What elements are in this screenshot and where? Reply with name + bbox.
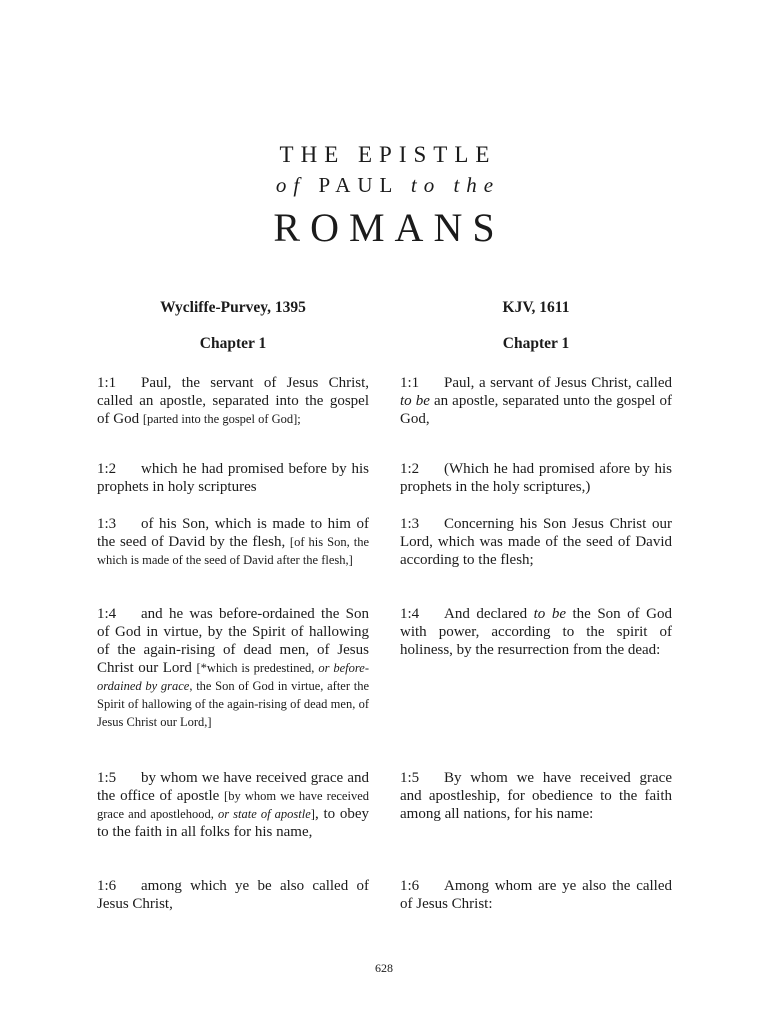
verse-number: 1:6 [400, 878, 420, 894]
left-verse-3 [97, 515, 369, 569]
title-paul: PAUL [318, 173, 399, 197]
verse-text-continued: , to obey to the faith in all folks for his name, [97, 806, 369, 840]
verse-number: 1:1 [400, 375, 420, 391]
left-verse-2 [97, 460, 369, 496]
verse-text: which he had promised before by his prophets in holy scriptures [97, 461, 369, 495]
right-verse-6 [400, 877, 672, 913]
verse-text: and he was before-ordained the Son of God in virtue, by the Spirit of hallowing of the again-rising of dead men, of Jesus Christ our Lord [97, 606, 369, 676]
title-block [0, 140, 768, 252]
left-edition-heading: Wycliffe-Purvey, 1395 [160, 299, 306, 316]
verse-note-italic: or state of apostle [217, 807, 311, 821]
left-column [97, 296, 370, 912]
verse-number: 1:5 [400, 770, 420, 786]
left-verse-4 [97, 605, 369, 731]
verse-text: by whom we have received grace and the office of apostle [97, 770, 369, 804]
title-line-epistle: THE EPISTLE [279, 142, 497, 167]
verse-text: Paul, the servant of Jesus Christ, called an apostle, separated into the gospel of God [97, 375, 369, 427]
verse-text: And declared [444, 606, 534, 622]
verse-note-part: ] [310, 807, 315, 821]
verse-italic: to be [400, 393, 430, 409]
verse-italic: to be [533, 606, 566, 622]
verse-text: Paul, a servant of Jesus Christ, called [444, 375, 672, 391]
verse-note-part: , the Son of God in virtue, after the Spirit of hallowing of the again-rising of dead men, of Jesus Christ our Lord,] [97, 679, 369, 729]
verse-number: 1:1 [97, 375, 117, 391]
verse-note: [of his Son, the which is made of the seed of David after the flesh,] [97, 535, 369, 567]
verse-number: 1:5 [97, 770, 117, 786]
verse-number: 1:6 [97, 878, 117, 894]
verse-text: By whom we have received grace and apostleship, for obedience to the faith among all nations, for his name: [400, 770, 672, 822]
right-verse-2 [400, 460, 672, 496]
verse-text: Concerning his Son Jesus Christ our Lord, which was made of the seed of David according to the flesh; [400, 516, 672, 568]
verse-number: 1:2 [97, 461, 117, 477]
right-verse-5 [400, 769, 672, 823]
verse-number: 1:4 [400, 606, 420, 622]
title-to-the: to the [410, 173, 501, 197]
left-verse-1 [97, 374, 369, 428]
left-verse-5 [97, 769, 369, 841]
left-verse-6 [97, 877, 369, 913]
left-chapter-heading: Chapter 1 [199, 335, 267, 352]
right-verse-1 [400, 374, 672, 428]
verse-text: among which ye be also called of Jesus Christ, [97, 878, 369, 912]
title-line-of-paul [8, 170, 768, 200]
verse-text-continued: an apostle, separated unto the gospel of God, [400, 393, 672, 427]
verse-text: Among whom are ye also the called of Jesus Christ: [400, 878, 672, 912]
verse-number: 1:3 [97, 516, 117, 532]
right-chapter-heading: Chapter 1 [502, 335, 570, 352]
verse-text-continued: the Son of God with power, according to the spirit of holiness, by the resurrection from the dead: [400, 606, 672, 658]
verse-number: 1:4 [97, 606, 117, 622]
right-verse-3 [400, 515, 672, 569]
verse-number: 1:2 [400, 461, 420, 477]
verse-number: 1:3 [400, 516, 420, 532]
title-romans: ROMANS [273, 205, 505, 250]
verse-note-italic: or before-ordained by grace [97, 661, 370, 693]
right-column [400, 296, 672, 912]
page-number: 628 [375, 961, 393, 975]
verse-note-part: [*which is predestined, [196, 661, 319, 675]
right-edition-heading: KJV, 1611 [502, 299, 570, 316]
verse-text: (Which he had promised afore by his prophets in the holy scriptures,) [400, 461, 672, 495]
title-of: of [275, 173, 307, 197]
verse-note: [parted into the gospel of God]; [142, 412, 301, 426]
verse-note-part: [by whom we have received grace and apostlehood, [97, 789, 369, 821]
right-verse-4 [400, 605, 672, 659]
verse-text: of his Son, which is made to him of the seed of David by the flesh, [97, 516, 369, 550]
